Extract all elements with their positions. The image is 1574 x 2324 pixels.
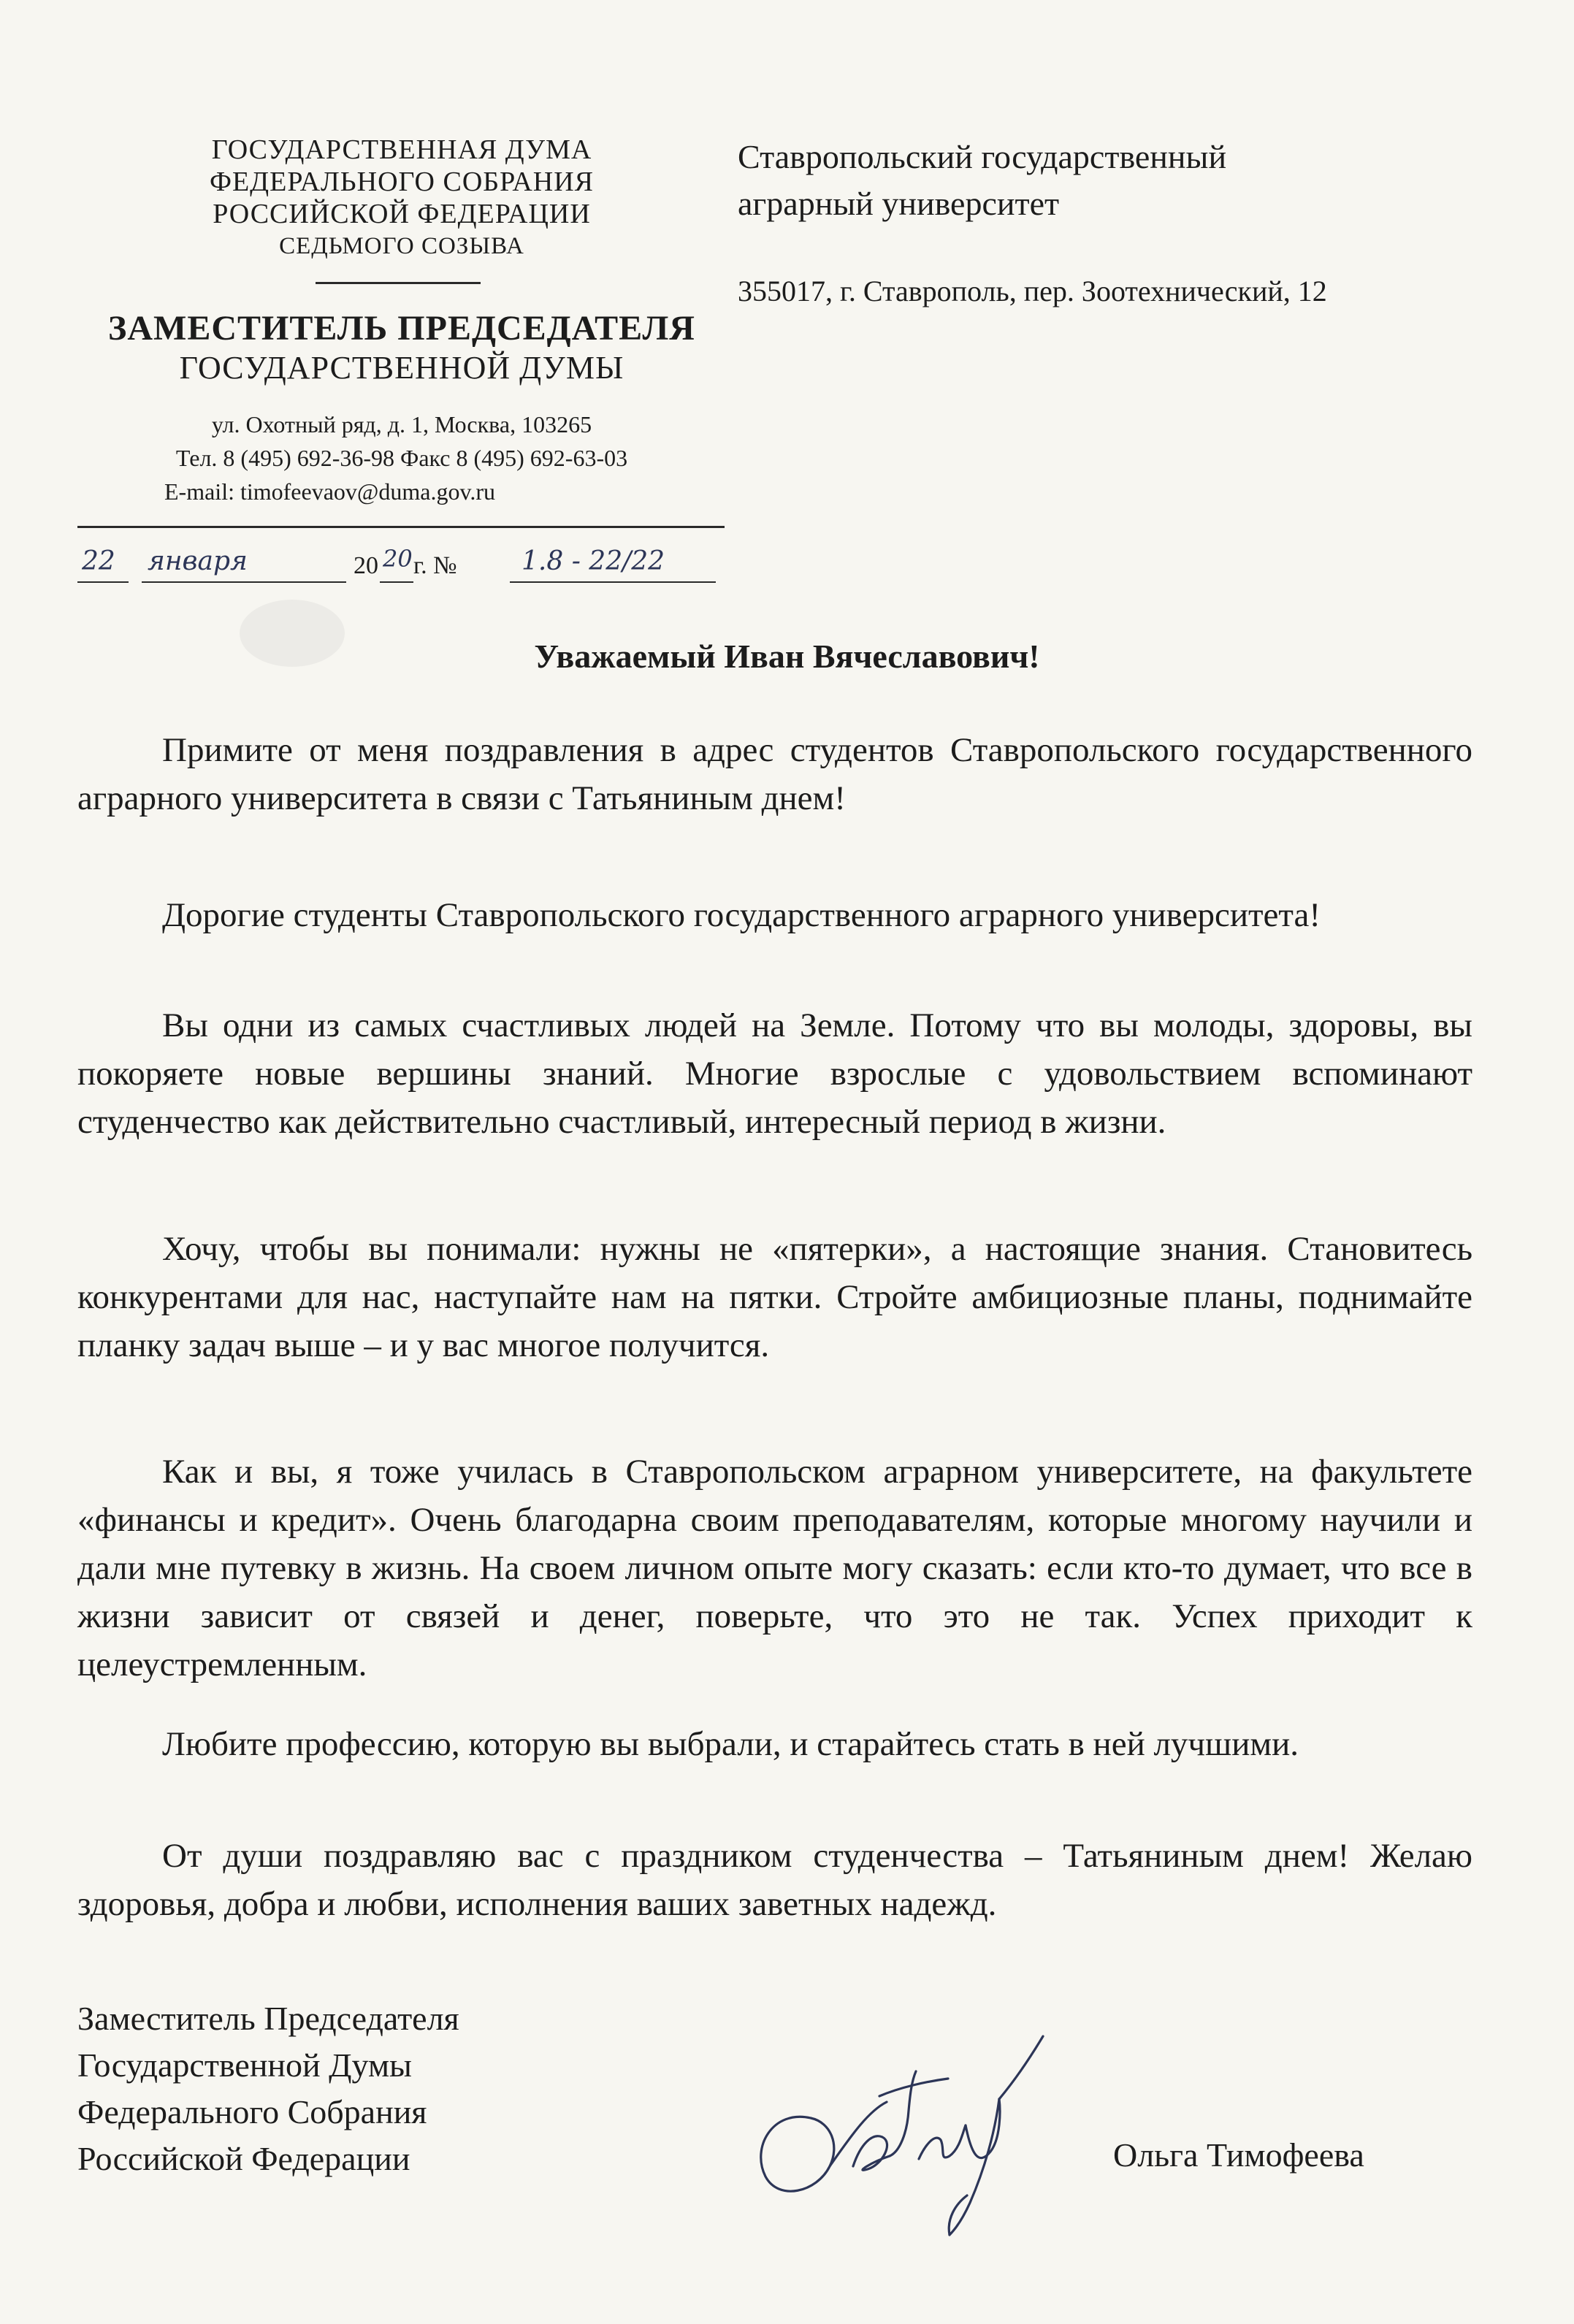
letterhead-address: ул. Охотный ряд, д. 1, Москва, 103265 [211, 411, 592, 437]
letterhead-divider-short [316, 282, 481, 284]
paragraph: Хочу, чтобы вы понимали: нужны не «пятерки», а настоящие знания. Становитесь конкурентами для нас, наступайте нам на пятки. Стройте амбициозные планы, поднимайте планку задач выше – и у вас многое получится. [77, 1230, 1472, 1364]
addressee [738, 134, 1497, 227]
letterhead-subtitle: ГОСУДАРСТВЕННОЙ ДУМЫ [179, 350, 624, 386]
letterhead-divider-long [77, 526, 725, 528]
paragraph: Вы одни из самых счастливых людей на Земле. Потому что вы молоды, здоровы, вы покоряете новые вершины знаний. Многие взрослые с удовольствием вспоминают студенчество как действительно счастливый, интересный период в жизни. [77, 1006, 1472, 1141]
letterhead-convocation: СЕДЬМОГО СОЗЫВА [279, 233, 524, 259]
paragraph: Примите от меня поздравления в адрес студентов Ставропольского государственного аграрного университета в связи с Татьяниным днем! [77, 731, 1472, 817]
handwritten-signature [744, 2023, 1080, 2242]
letterhead-org-line: ГОСУДАРСТВЕННАЯ ДУМА [211, 134, 592, 165]
registration-day: 22 [82, 546, 115, 576]
paragraph: От души поздравляю вас с праздником студенчества – Татьяниным днем! Желаю здоровья, добра и любви, исполнения ваших заветных надежд. [77, 1837, 1472, 1923]
letterhead-organization [139, 134, 665, 262]
signatory-position-line: Федерального Собрания [77, 2093, 427, 2130]
underline [77, 581, 129, 583]
letterhead-title: ЗАМЕСТИТЕЛЬ ПРЕДСЕДАТЕЛЯ [108, 309, 695, 348]
paragraph: Как и вы, я тоже училась в Ставропольском аграрном университете, на факультете «финансы и кредит». Очень благодарна своим преподавателям, которые многому научили и дали мне путевку в жизнь. На своем личном опыте могу сказать: если кто-то думает, что все в жизни зависит от связей и денег, поверьте, что это не так. Успех приходит к целеустремленным. [77, 1453, 1472, 1683]
letterhead-org-line: РОССИЙСКОЙ ФЕДЕРАЦИИ [213, 199, 591, 229]
signatory-position-line: Российской Федерации [77, 2140, 410, 2177]
signatory-name: Ольга Тимофеева [1113, 2136, 1364, 2174]
registration-year-prefix: 20 [354, 552, 378, 579]
addressee-line: Ставропольский государственный [738, 138, 1227, 175]
registration-year-suffix: 20 [383, 545, 413, 573]
signatory-position-line: Заместитель Председателя [77, 2000, 459, 2037]
registration-month: января [148, 546, 248, 576]
underline [510, 581, 716, 583]
letterhead-email: E-mail: timofeevaov@duma.gov.ru [164, 478, 496, 505]
salutation: Уважаемый Иван Вячеславович! [534, 638, 1040, 675]
letterhead-contacts [80, 408, 723, 508]
signatory-position [77, 1995, 459, 2182]
registration-line [77, 546, 735, 590]
addressee-line: аграрный университет [738, 185, 1060, 222]
registration-year-tail: г. № [413, 552, 457, 579]
signatory-position-line: Государственной Думы [77, 2046, 412, 2084]
underline [380, 581, 413, 583]
paragraph: Любите профессию, которую вы выбрали, и старайтесь стать в ней лучшими. [162, 1725, 1299, 1763]
letterhead-phones: Тел. 8 (495) 692-36-98 Факс 8 (495) 692-63-03 [175, 445, 628, 471]
letterhead-org-line: ФЕДЕРАЛЬНОГО СОБРАНИЯ [209, 167, 595, 197]
underline [142, 581, 346, 583]
addressee-address: 355017, г. Ставрополь, пер. Зоотехнический, 12 [738, 275, 1327, 307]
paragraph: Дорогие студенты Ставропольского государственного аграрного университета! [162, 896, 1321, 934]
registration-number: 1.8 - 22/22 [522, 546, 665, 576]
